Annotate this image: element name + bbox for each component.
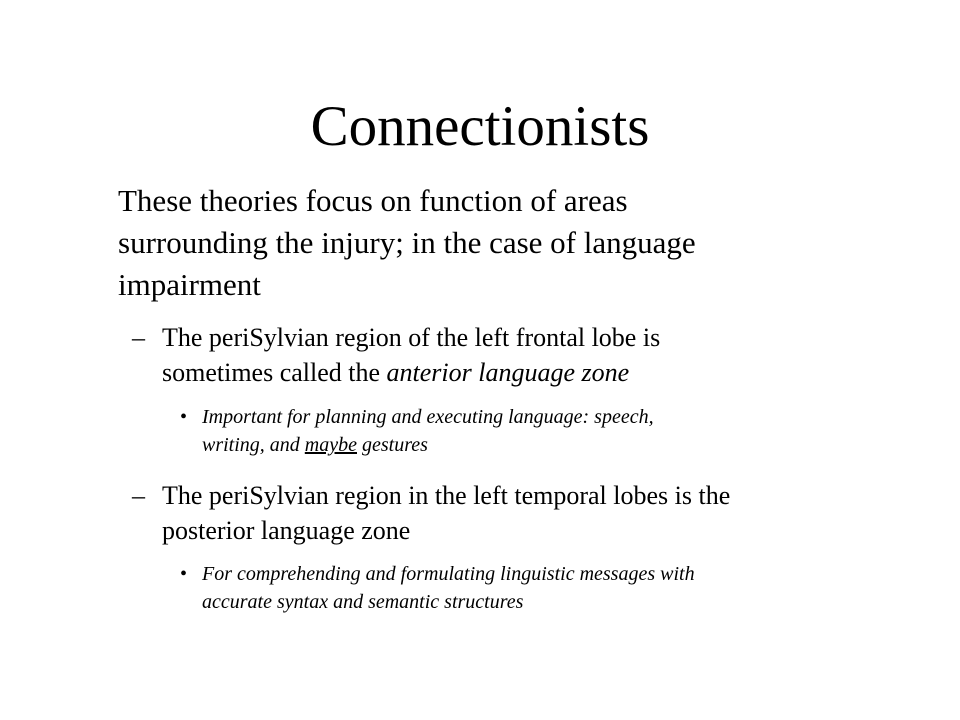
sub-point-planning [180, 403, 882, 459]
bullet-marker: • [180, 563, 188, 585]
sub-planning-line-2-suffix: gestures [357, 434, 428, 456]
point-anterior-line-2-text: sometimes called the [162, 358, 387, 387]
point-posterior-line-1: The periSylvian region in the left temporal lobes is the [162, 481, 731, 510]
point-posterior-line-2: posterior language zone [162, 516, 411, 545]
bullet-marker: • [180, 406, 188, 428]
anterior-language-zone-term: anterior language zone [386, 358, 630, 387]
sub-planning-line-2 [202, 431, 882, 459]
point-anterior-line-2 [162, 355, 882, 390]
intro-paragraph [118, 180, 838, 306]
sub-comprehending-line-1: For comprehending and formulating linguistic messages with [202, 563, 695, 585]
intro-line-3: impairment [118, 267, 261, 302]
point-posterior-zone [132, 478, 882, 548]
sub-comprehending-line-2: accurate syntax and semantic structures [202, 591, 524, 613]
point-anterior-zone [132, 320, 882, 390]
slide-title: Connectionists [310, 95, 650, 158]
sub-point-comprehending [180, 560, 882, 616]
point-anterior-line-1: The periSylvian region of the left frontal lobe is [162, 323, 661, 352]
intro-line-1: These theories focus on function of areas [118, 183, 628, 218]
sub-planning-line-1: Important for planning and executing language: speech, [202, 406, 654, 428]
maybe-underlined-word: maybe [304, 434, 357, 456]
intro-line-2: surrounding the injury; in the case of language [118, 225, 696, 260]
dash-marker: – [132, 481, 145, 510]
sub-planning-line-2-prefix: writing, and [202, 434, 305, 456]
dash-marker: – [132, 323, 145, 352]
